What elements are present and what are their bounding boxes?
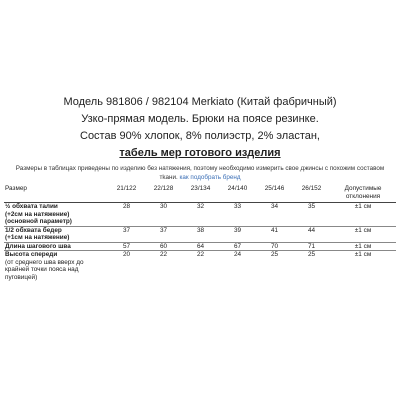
model-title: Модель 981806 / 982104 Merkiato (Китай фабричный) bbox=[63, 96, 337, 108]
measurement-cell bbox=[293, 218, 330, 226]
parameter-note: (+1см на натяжение) bbox=[5, 234, 70, 241]
parameter-label bbox=[4, 226, 108, 242]
parameter-label bbox=[4, 218, 108, 226]
measurement-cell: 38 bbox=[196, 226, 205, 234]
measurement-cell: 25 bbox=[307, 251, 316, 258]
size-column-header: Размер bbox=[5, 185, 27, 192]
size-guide-link[interactable]: как подобрать бренд bbox=[179, 174, 241, 181]
size-table-header-row bbox=[4, 184, 396, 203]
measurement-cell: 70 bbox=[270, 242, 279, 250]
parameter-name: Высота спереди bbox=[5, 251, 58, 258]
measurement-cell: 32 bbox=[196, 203, 205, 210]
measurement-cell: 35 bbox=[307, 203, 316, 210]
size-header: 26/152 bbox=[301, 185, 322, 192]
parameter-label bbox=[4, 242, 108, 251]
table-row bbox=[4, 251, 396, 282]
size-table-body bbox=[4, 203, 396, 282]
measurement-cell: 60 bbox=[159, 242, 168, 250]
measurement-cell: 39 bbox=[233, 226, 242, 234]
size-table bbox=[4, 184, 396, 281]
measurement-cell: 34 bbox=[270, 203, 279, 210]
measurement-cell: 57 bbox=[122, 242, 131, 250]
measurement-cell: 71 bbox=[307, 242, 316, 250]
parameter-label bbox=[4, 203, 108, 219]
measurement-cell: 64 bbox=[196, 242, 205, 250]
tolerance-cell bbox=[330, 218, 396, 226]
table-row bbox=[4, 226, 396, 242]
fabric-composition: Состав 90% хлопок, 8% полиэстр, 2% эластан, bbox=[80, 130, 320, 142]
parameter-name: (основной параметр) bbox=[5, 218, 72, 225]
table-row bbox=[4, 218, 396, 226]
measurement-cell bbox=[182, 218, 219, 226]
measurement-cell: 67 bbox=[233, 242, 242, 250]
measurement-cell: 41 bbox=[270, 226, 279, 234]
size-header: 25/146 bbox=[264, 185, 285, 192]
parameter-note: (от среднего шва вверх до крайней точки пояса над пуговицей) bbox=[5, 258, 84, 281]
table-row bbox=[4, 242, 396, 251]
measurement-cell: 22 bbox=[196, 251, 205, 258]
measurement-note-text: Размеры в таблицах приведены по изделию без натяжения, поэтому необходимо измерить свое джинсы с похожим составом тkани. bbox=[15, 165, 385, 181]
measurement-cell bbox=[256, 218, 293, 226]
measurement-cell: 33 bbox=[233, 203, 242, 210]
model-description: Узко-прямая модель. Брюки на поясе резинке. bbox=[81, 113, 319, 125]
size-table-title: табель мер готового изделия bbox=[119, 147, 281, 159]
measurement-cell: 37 bbox=[159, 226, 168, 234]
measurement-cell bbox=[145, 218, 182, 226]
parameter-name: ½ обхвата талии bbox=[5, 203, 58, 210]
measurement-cell: 22 bbox=[159, 251, 168, 258]
measurement-cell: 44 bbox=[307, 226, 316, 234]
tolerance-cell: ±1 см bbox=[354, 242, 372, 250]
tolerance-cell: ±1 см bbox=[354, 203, 372, 210]
measurement-note bbox=[10, 164, 390, 182]
measurement-cell: 25 bbox=[270, 251, 279, 258]
parameter-name: 1/2 обхвата бедер bbox=[5, 226, 62, 234]
tolerance-header: Допустимые отклонения bbox=[344, 185, 382, 200]
measurement-cell: 30 bbox=[159, 203, 168, 210]
parameter-note: (+2см на натяжение) bbox=[5, 210, 70, 218]
measurement-cell: 28 bbox=[122, 203, 131, 210]
tolerance-cell: ±1 см bbox=[354, 226, 372, 234]
measurement-cell: 20 bbox=[122, 251, 131, 258]
tolerance-cell: ±1 см bbox=[354, 251, 372, 258]
size-header: 21/122 bbox=[116, 185, 137, 192]
table-row bbox=[4, 203, 396, 219]
measurement-cell: 24 bbox=[233, 251, 242, 258]
size-header: 22/128 bbox=[153, 185, 174, 192]
size-header: 23/134 bbox=[190, 185, 211, 192]
measurement-cell bbox=[219, 218, 256, 226]
measurement-cell bbox=[108, 218, 145, 226]
size-header: 24/140 bbox=[227, 185, 248, 192]
parameter-name: Длина шагового шва bbox=[5, 242, 71, 250]
measurement-cell: 37 bbox=[122, 226, 131, 234]
parameter-label bbox=[4, 251, 108, 282]
